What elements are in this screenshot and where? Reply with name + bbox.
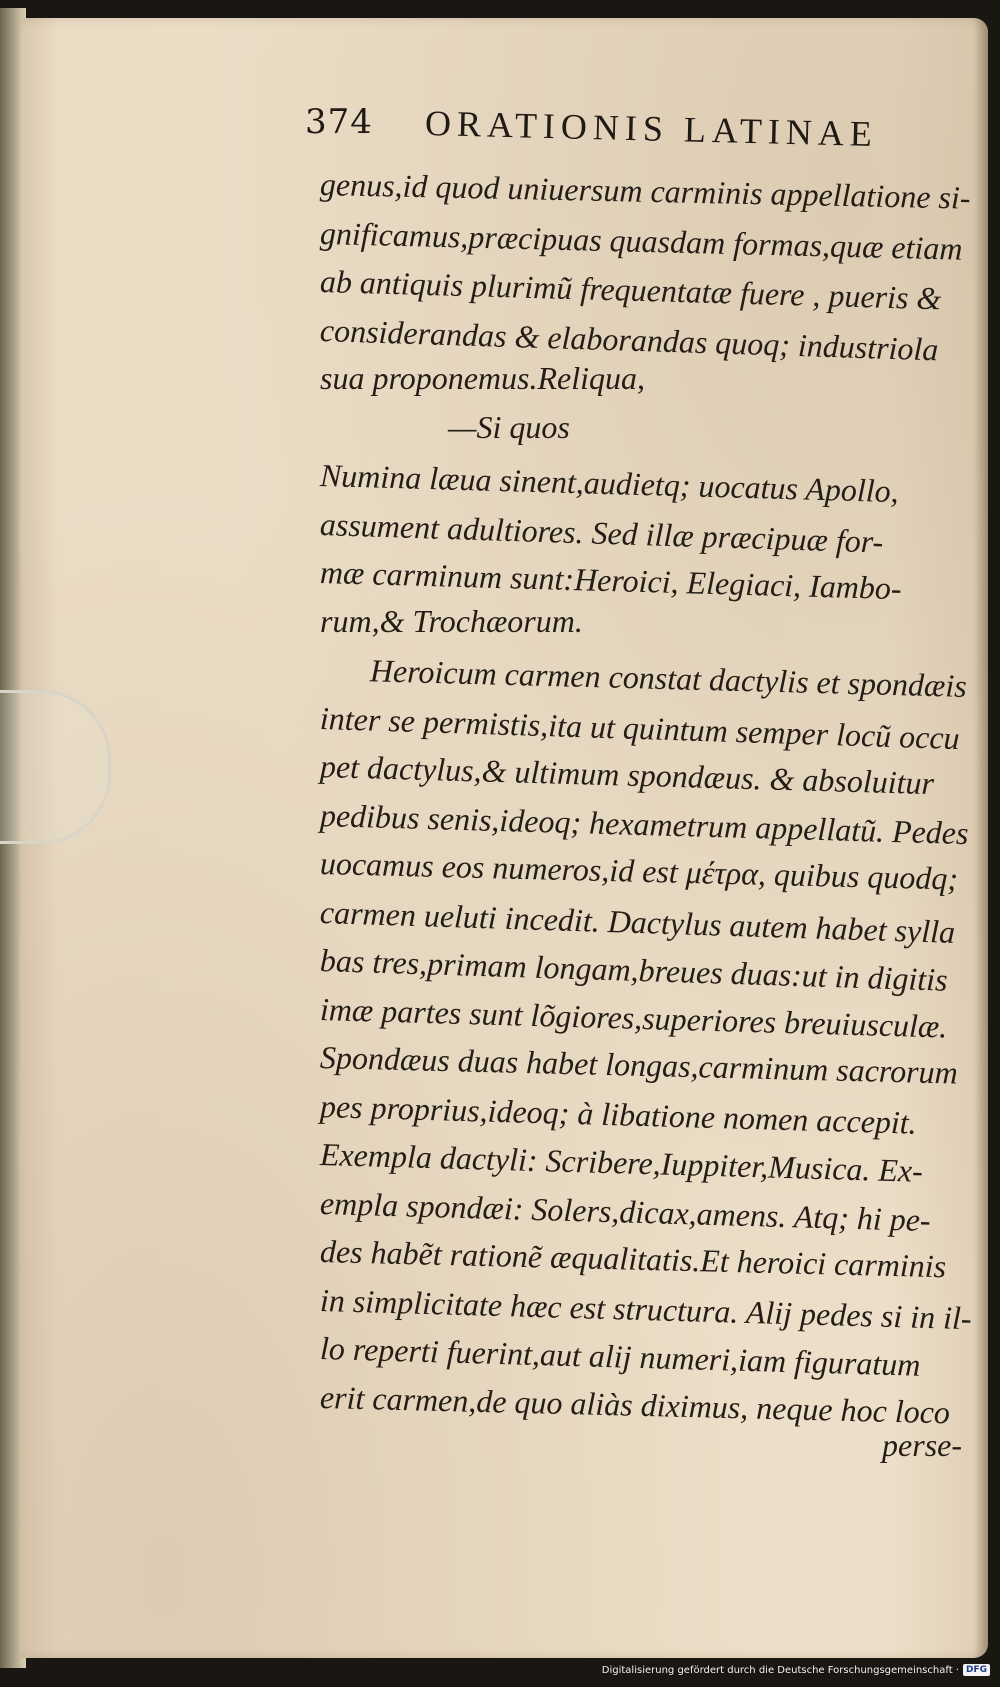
credit-text: Digitalisierung gefördert durch die Deutsche Forschungsgemeinschaft · — [601, 1664, 959, 1676]
text-line: pes proprius,ideoq; à libatione nomen accepit. — [319, 1087, 918, 1141]
text-line: Heroicum carmen constat dactylis et spondæis — [369, 652, 968, 704]
text-line: inter se permistis,ita ut quintum semper locũ occu — [319, 699, 961, 756]
text-line: considerandas & elaborandas quoq; industriola — [319, 311, 939, 367]
text-line: empla spondæi: Solers,dicax,amens. Atq; hi pe- — [319, 1184, 932, 1238]
text-line: mæ carminum sunt:Heroici, Elegiaci, Iambo- — [319, 554, 903, 607]
text-line: carmen ueluti incedit. Dactylus autem habet sylla — [319, 893, 956, 950]
running-title: ORATIONIS LATINAE — [424, 103, 879, 155]
text-line: pedibus senis,ideoq; hexametrum appellatũ. Pedes — [319, 796, 970, 851]
text-line: Exempla dactyli: Scribere,Iuppiter,Musica. Ex- — [319, 1136, 924, 1189]
text-line: lo reperti fuerint,aut alij numeri,iam figuratum — [319, 1330, 921, 1383]
text-line: Spondæus duas habet longas,carminum sacrorum — [319, 1039, 959, 1091]
catchword: perse- — [882, 1427, 962, 1463]
page-number: 374 — [305, 102, 373, 142]
page-header — [305, 92, 925, 155]
digitization-credit — [602, 1661, 990, 1679]
text-line: bas tres,primam longam,breues duas:ut in digitis — [319, 942, 949, 998]
text-line: gnificamus,præcipuas quasdam formas,quæ etiam — [319, 214, 963, 267]
dfg-logo: DFG — [963, 1664, 990, 1676]
text-line: sua proponemus.Reliqua, — [320, 360, 646, 396]
text-line: des habẽt rationẽ æqualitatis.Et heroici carminis — [319, 1233, 947, 1285]
text-line: pet dactylus,& ultimum spondæus. & absoluitur — [319, 748, 935, 802]
text-line: uocamus eos numeros,id est μέτρα, quibus quodq; — [319, 845, 959, 897]
text-line: assument adultiores. Sed illæ præcipuæ for- — [319, 505, 884, 560]
text-line: erit carmen,de quo aliàs diximus, neque hoc loco — [319, 1378, 951, 1430]
text-line: in simplicitate hæc est structura. Alij pedes si in il- — [319, 1281, 973, 1336]
text-line: —Si quos — [448, 408, 570, 445]
text-line: genus,id quod uniuersum carminis appellatione si- — [319, 166, 971, 216]
text-line: Numina læua sinent,audietq; uocatus Apollo, — [319, 457, 900, 510]
text-line: ab antiquis plurimũ frequentatæ fuere , pueris & — [319, 263, 942, 317]
text-line: imæ partes sunt lõgiores,superiores breuiusculæ. — [319, 990, 948, 1045]
page-fold-shadow — [974, 18, 988, 1658]
text-line: rum,& Trochæorum. — [320, 602, 583, 639]
body-text — [319, 160, 973, 1470]
